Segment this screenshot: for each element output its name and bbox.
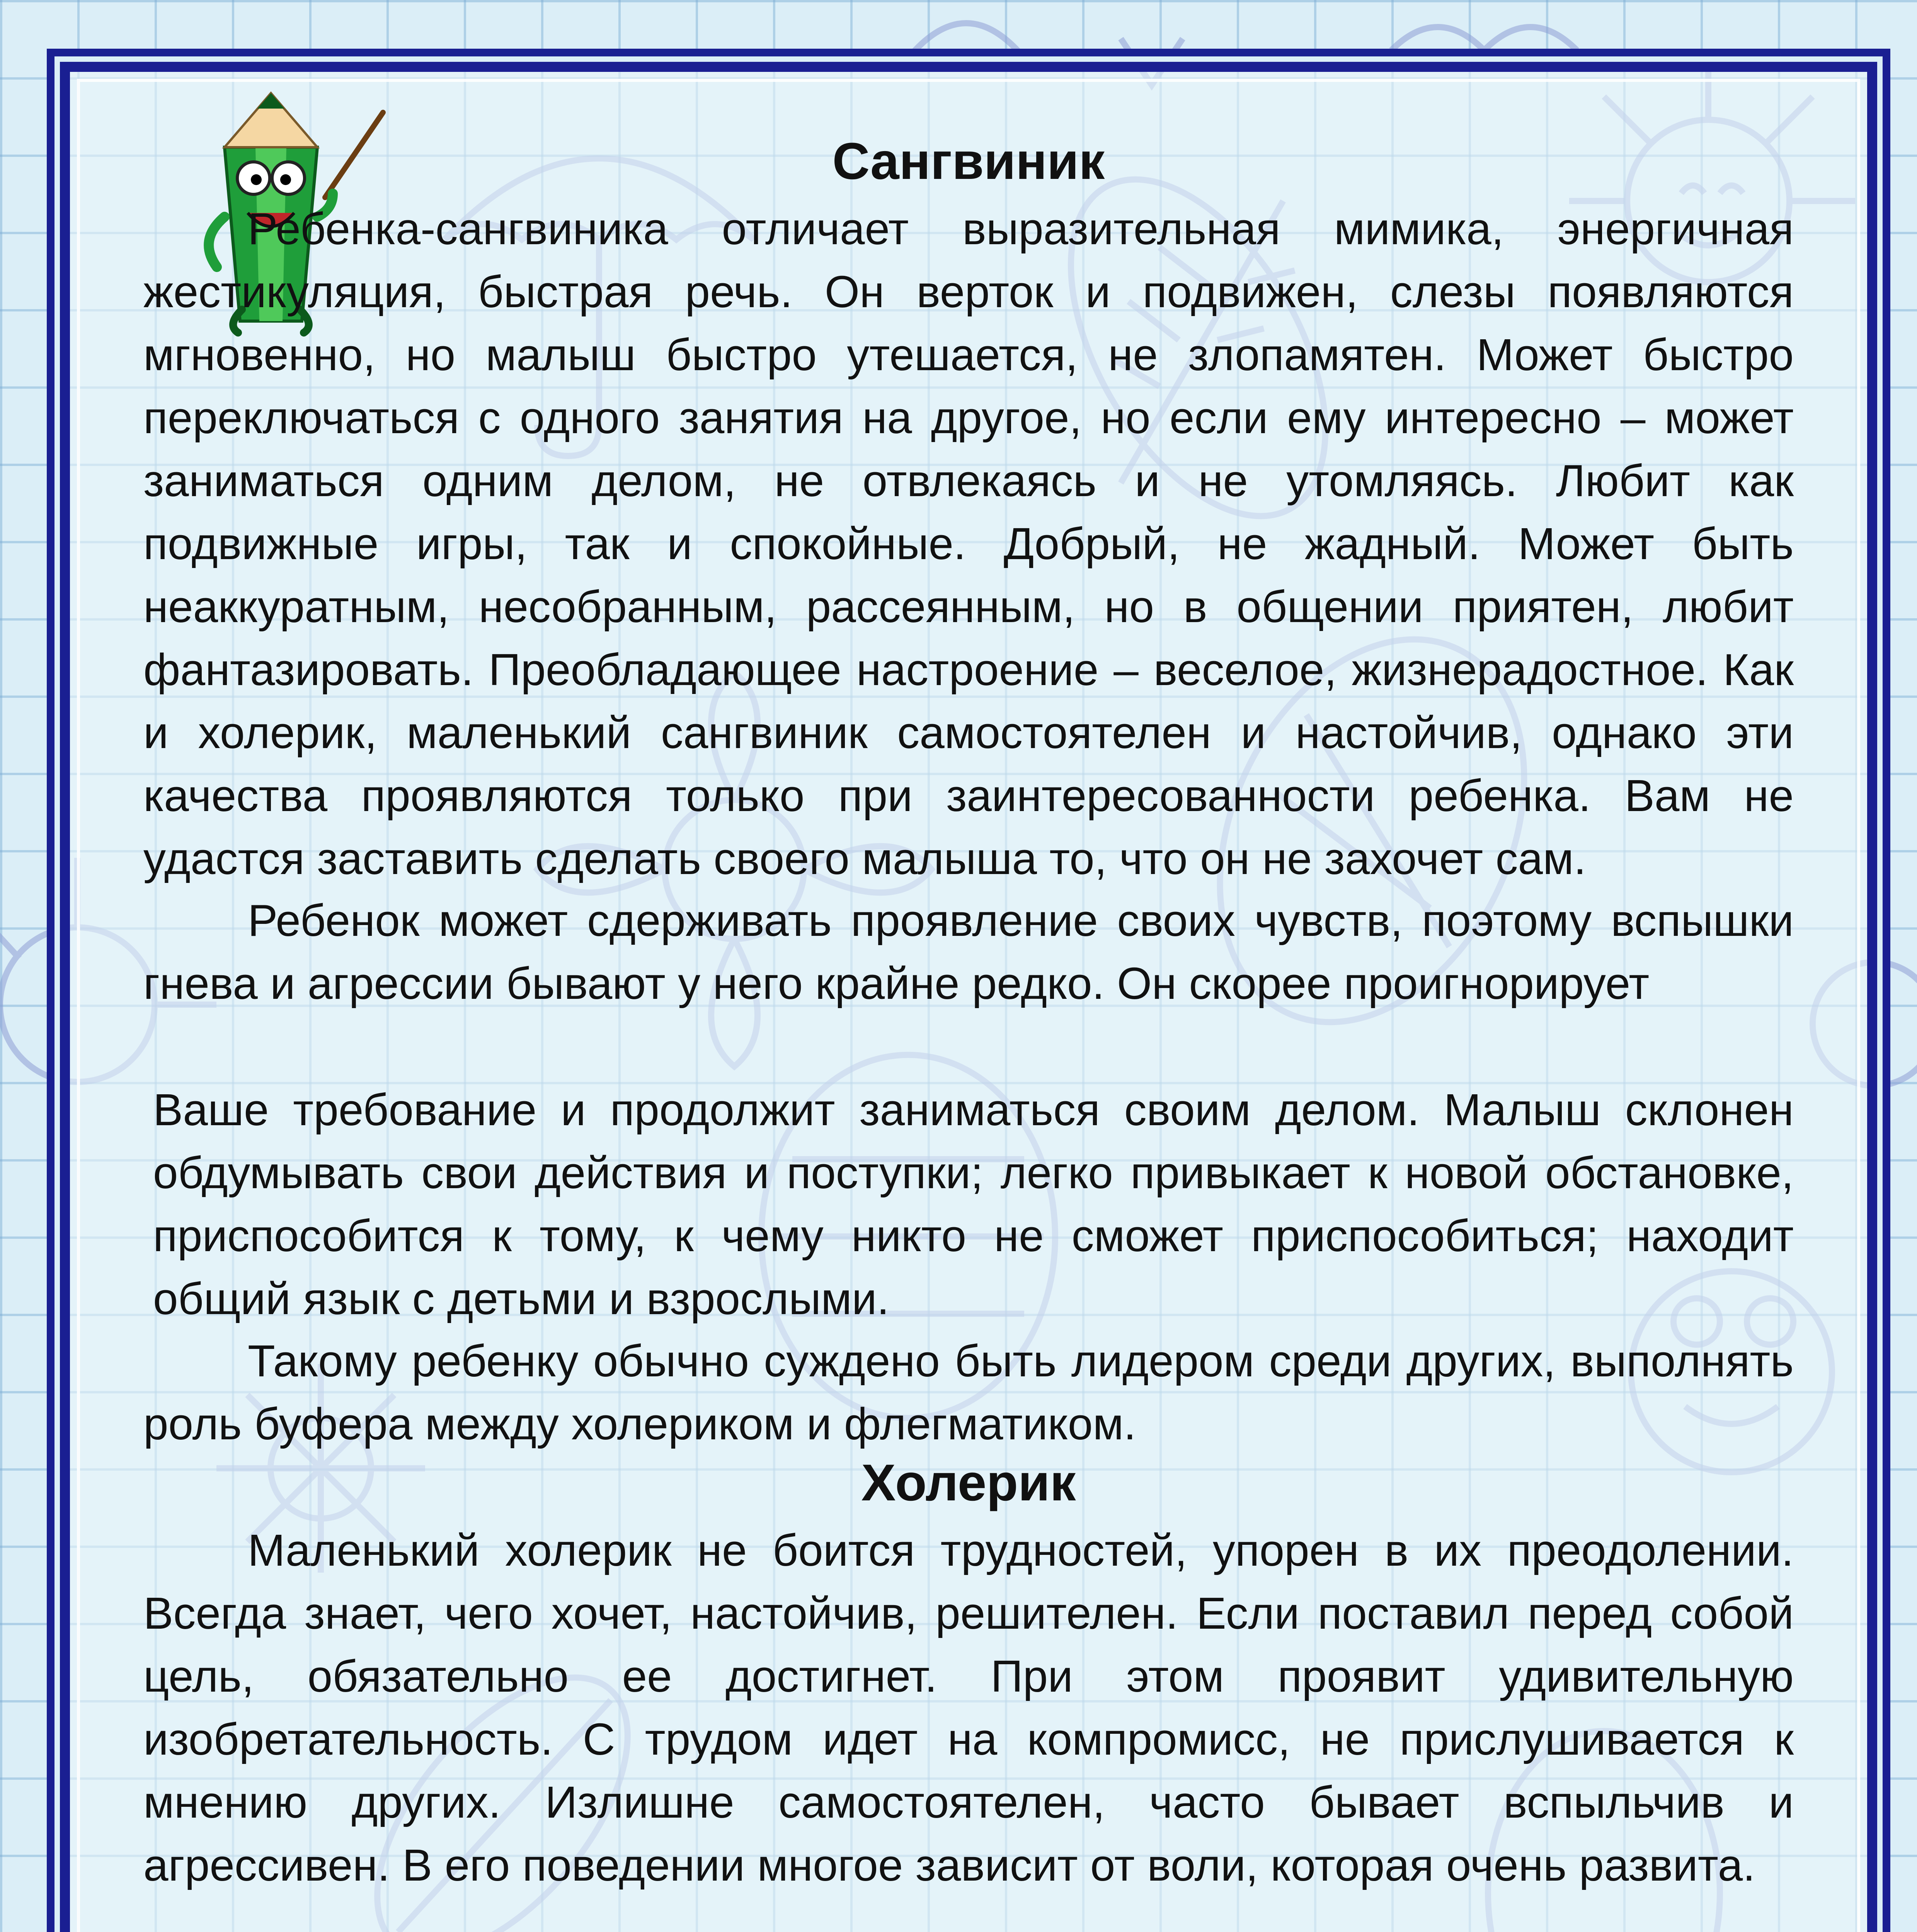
paragraph: Ребенка-сангвиника отличает выразительная мимика, энергичная жестикуляция, быстрая речь. Он верток и подвижен, слезы появляются мгновенно, но малыш быстро утешается, не злопамятен. Может быстро переключаться с одного занятия на другое, но если ему интересно – может заниматься одним делом, не отвлекаясь и не утомляясь. Любит как подвижные игры, так и спокойные. Добрый, не жадный. Может быть неаккуратным, несобранным, рассеянным, но в общении приятен, любит фантазировать. Преобладающее настроение – веселое, жизнерадостное. Как и холерик, маленький сангвиник самостоятелен и настойчив, однако эти качества проявляются только при заинтересованности ребенка. Вам не удастся заставить сделать своего малыша то, что он не захочет сам. [143,204,1794,884]
paragraph: Ребенок может сдерживать проявление своих чувств, поэтому вспышки гнева и агрессии бывают у него крайне редко. Он скорее проигнорирует [143,895,1794,1009]
page-frame [60,62,1877,1932]
paragraph: Ваше требование и продолжит заниматься своим делом. Малыш склонен обдумывать свои действия и поступки; легко привыкает к новой обстановке, приспособится к тому, к чему никто не сможет приспособиться; находит общий язык с детьми и взрослыми. [153,1085,1794,1324]
section-heading-sanguine: Сангвиник [832,133,1105,190]
paragraph: Маленький холерик не боится трудностей, упорен в их преодолении. Всегда знает, чего хочет, настойчив, решителен. Если поставил перед собой цель, обязательно ее достигнет. При этом проявит удивительную изобретательность. С трудом идет на компромисс, не прислушивается к мнению других. Излишне самостоятелен, часто бывает вспыльчив и агрессивен. В его поведении многое зависит от воли, которая очень развита. [143,1525,1794,1890]
section-heading-choleric: Холерик [861,1454,1076,1512]
paragraph: Такому ребенку обычно суждено быть лидером среди других, выполнять роль буфера между холериком и флегматиком. [143,1336,1794,1449]
